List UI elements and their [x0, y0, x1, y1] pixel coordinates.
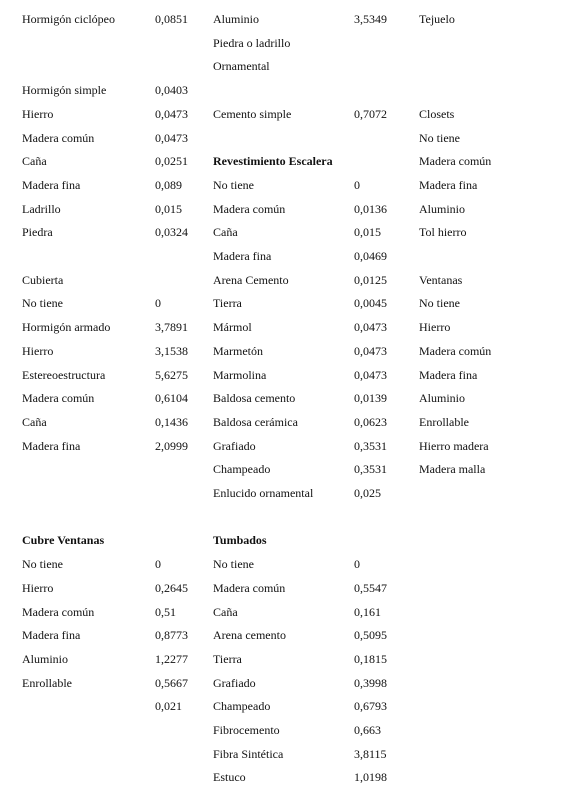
item-value: 0,089 — [155, 177, 182, 192]
item-label: Hormigón ciclópeo — [22, 12, 115, 26]
item-label: Fibrocemento — [213, 723, 280, 737]
item-value: 0,0851 — [155, 12, 188, 26]
item-value: 1,0198 — [354, 770, 387, 785]
item-value: 3,1538 — [155, 343, 188, 358]
item-label: Champeado — [213, 699, 271, 714]
item-value: 0,021 — [155, 699, 182, 714]
item-label: Madera común — [22, 130, 95, 145]
item-label: Madera común — [419, 154, 492, 169]
item-value: 0,3531 — [354, 438, 387, 453]
item-value: 0,0045 — [354, 296, 387, 311]
item-value: 0,7072 — [354, 106, 387, 121]
item-label: Estuco — [213, 770, 246, 785]
item-value: 3,8115 — [354, 746, 387, 761]
item-value: 0 — [155, 557, 161, 572]
item-label: Madera común — [22, 391, 95, 406]
item-label: Caña — [22, 414, 47, 429]
item-label: Piedra o ladrillo — [213, 35, 291, 50]
item-value: 0,015 — [354, 225, 381, 240]
item-label: Grafiado — [213, 675, 256, 690]
item-label: Madera malla — [419, 462, 486, 477]
item-value: 0,0469 — [354, 249, 387, 263]
item-label: Aluminio — [419, 201, 466, 216]
item-label: Hierro — [22, 106, 54, 121]
item-label: Caña — [213, 604, 238, 619]
item-value: 0,6793 — [354, 699, 387, 714]
item-label: Hierro — [22, 580, 54, 595]
item-label: Arena cemento — [213, 628, 286, 643]
item-label: Madera fina — [22, 628, 81, 643]
item-value: 1,2277 — [155, 651, 188, 666]
item-label: Caña — [213, 225, 238, 240]
item-label: Hormigón armado — [22, 320, 111, 335]
item-label: Hierro madera — [419, 438, 489, 453]
item-label: Madera común — [213, 201, 286, 216]
item-label: Fibra Sintética — [213, 746, 284, 761]
item-label: Mármol — [213, 320, 252, 335]
item-label: Baldosa cemento — [213, 391, 296, 406]
item-value: 0 — [354, 177, 360, 192]
item-label: Cubierta — [22, 272, 64, 287]
item-label: Baldosa cerámica — [213, 414, 298, 429]
item-label: Ladrillo — [22, 201, 61, 216]
item-value: 0,0473 — [354, 367, 387, 382]
item-value: 0,0473 — [155, 130, 188, 145]
item-label: Enrollable — [419, 414, 469, 429]
item-value: 0,8773 — [155, 628, 188, 643]
item-value: 0,5547 — [354, 580, 387, 595]
item-label: Cemento simple — [213, 106, 292, 121]
item-value: 2,0999 — [155, 438, 188, 453]
item-value: 0,3531 — [354, 462, 387, 477]
item-label: Hierro — [22, 343, 54, 358]
item-label: Estereoestructura — [22, 367, 106, 382]
item-label: Ventanas — [419, 272, 463, 287]
item-label: No tiene — [213, 177, 254, 192]
item-value: 0,161 — [354, 604, 381, 619]
item-label: No tiene — [22, 557, 63, 572]
item-value: 0,663 — [354, 723, 381, 737]
item-value: 3,5349 — [354, 12, 387, 26]
item-value: 0,025 — [354, 486, 381, 500]
item-value: 0,1436 — [155, 414, 188, 429]
item-label: Champeado — [213, 462, 271, 477]
item-label: Marmetón — [213, 343, 263, 358]
item-label: Arena Cemento — [213, 272, 289, 287]
item-label: Madera fina — [419, 177, 478, 192]
item-label: Madera fina — [419, 367, 478, 382]
item-label: Caña — [22, 154, 47, 169]
item-label: Madera común — [419, 343, 492, 358]
item-label: Hierro — [419, 320, 451, 335]
item-value: 0,6104 — [155, 391, 188, 406]
item-value: 0,0136 — [354, 201, 387, 216]
item-label: Tierra — [213, 296, 242, 311]
item-value: 0,1815 — [354, 651, 387, 666]
section-heading: Tumbados — [213, 533, 267, 548]
item-label: Aluminio — [22, 651, 69, 666]
item-value: 0,0473 — [155, 106, 188, 121]
item-value: 0,3998 — [354, 675, 387, 690]
item-label: No tiene — [419, 130, 460, 145]
item-label: Aluminio — [213, 12, 260, 26]
item-label: Madera fina — [22, 177, 81, 192]
item-value: 0 — [155, 296, 161, 311]
item-label: Madera común — [22, 604, 95, 619]
item-label: Madera común — [213, 580, 286, 595]
item-label: Madera fina — [22, 438, 81, 453]
item-label: No tiene — [419, 296, 460, 311]
item-value: 0,0139 — [354, 391, 387, 406]
item-value: 0,015 — [155, 201, 182, 216]
item-value: 0,5095 — [354, 628, 387, 643]
item-value: 0,0251 — [155, 154, 188, 169]
item-value: 0,2645 — [155, 580, 188, 595]
item-label: Enlucido ornamental — [213, 486, 314, 500]
item-value: 0,0403 — [155, 83, 188, 98]
item-label: Tol hierro — [419, 225, 467, 240]
item-value: 0,0623 — [354, 414, 387, 429]
item-value: 0,51 — [155, 604, 176, 619]
item-value: 0,0125 — [354, 272, 387, 287]
item-label: Ornamental — [213, 59, 270, 74]
item-label: Marmolina — [213, 367, 267, 382]
item-value: 0,0473 — [354, 320, 387, 335]
item-value: 0,0473 — [354, 343, 387, 358]
item-label: Tierra — [213, 651, 242, 666]
item-value: 0,0324 — [155, 225, 188, 240]
section-heading: Revestimiento Escalera — [213, 154, 333, 169]
item-label: Aluminio — [419, 391, 466, 406]
item-value: 5,6275 — [155, 367, 188, 382]
item-value: 3,7891 — [155, 320, 188, 335]
item-label: Tejuelo — [419, 12, 455, 26]
item-label: Hormigón simple — [22, 83, 107, 98]
section-heading: Cubre Ventanas — [22, 533, 105, 548]
item-label: Madera fina — [213, 249, 272, 263]
item-label: Enrollable — [22, 675, 72, 690]
item-label: Closets — [419, 106, 455, 121]
item-label: No tiene — [22, 296, 63, 311]
item-label: No tiene — [213, 557, 254, 572]
item-value: 0,5667 — [155, 675, 188, 690]
item-label: Piedra — [22, 225, 53, 240]
item-label: Grafiado — [213, 438, 256, 453]
item-value: 0 — [354, 557, 360, 572]
